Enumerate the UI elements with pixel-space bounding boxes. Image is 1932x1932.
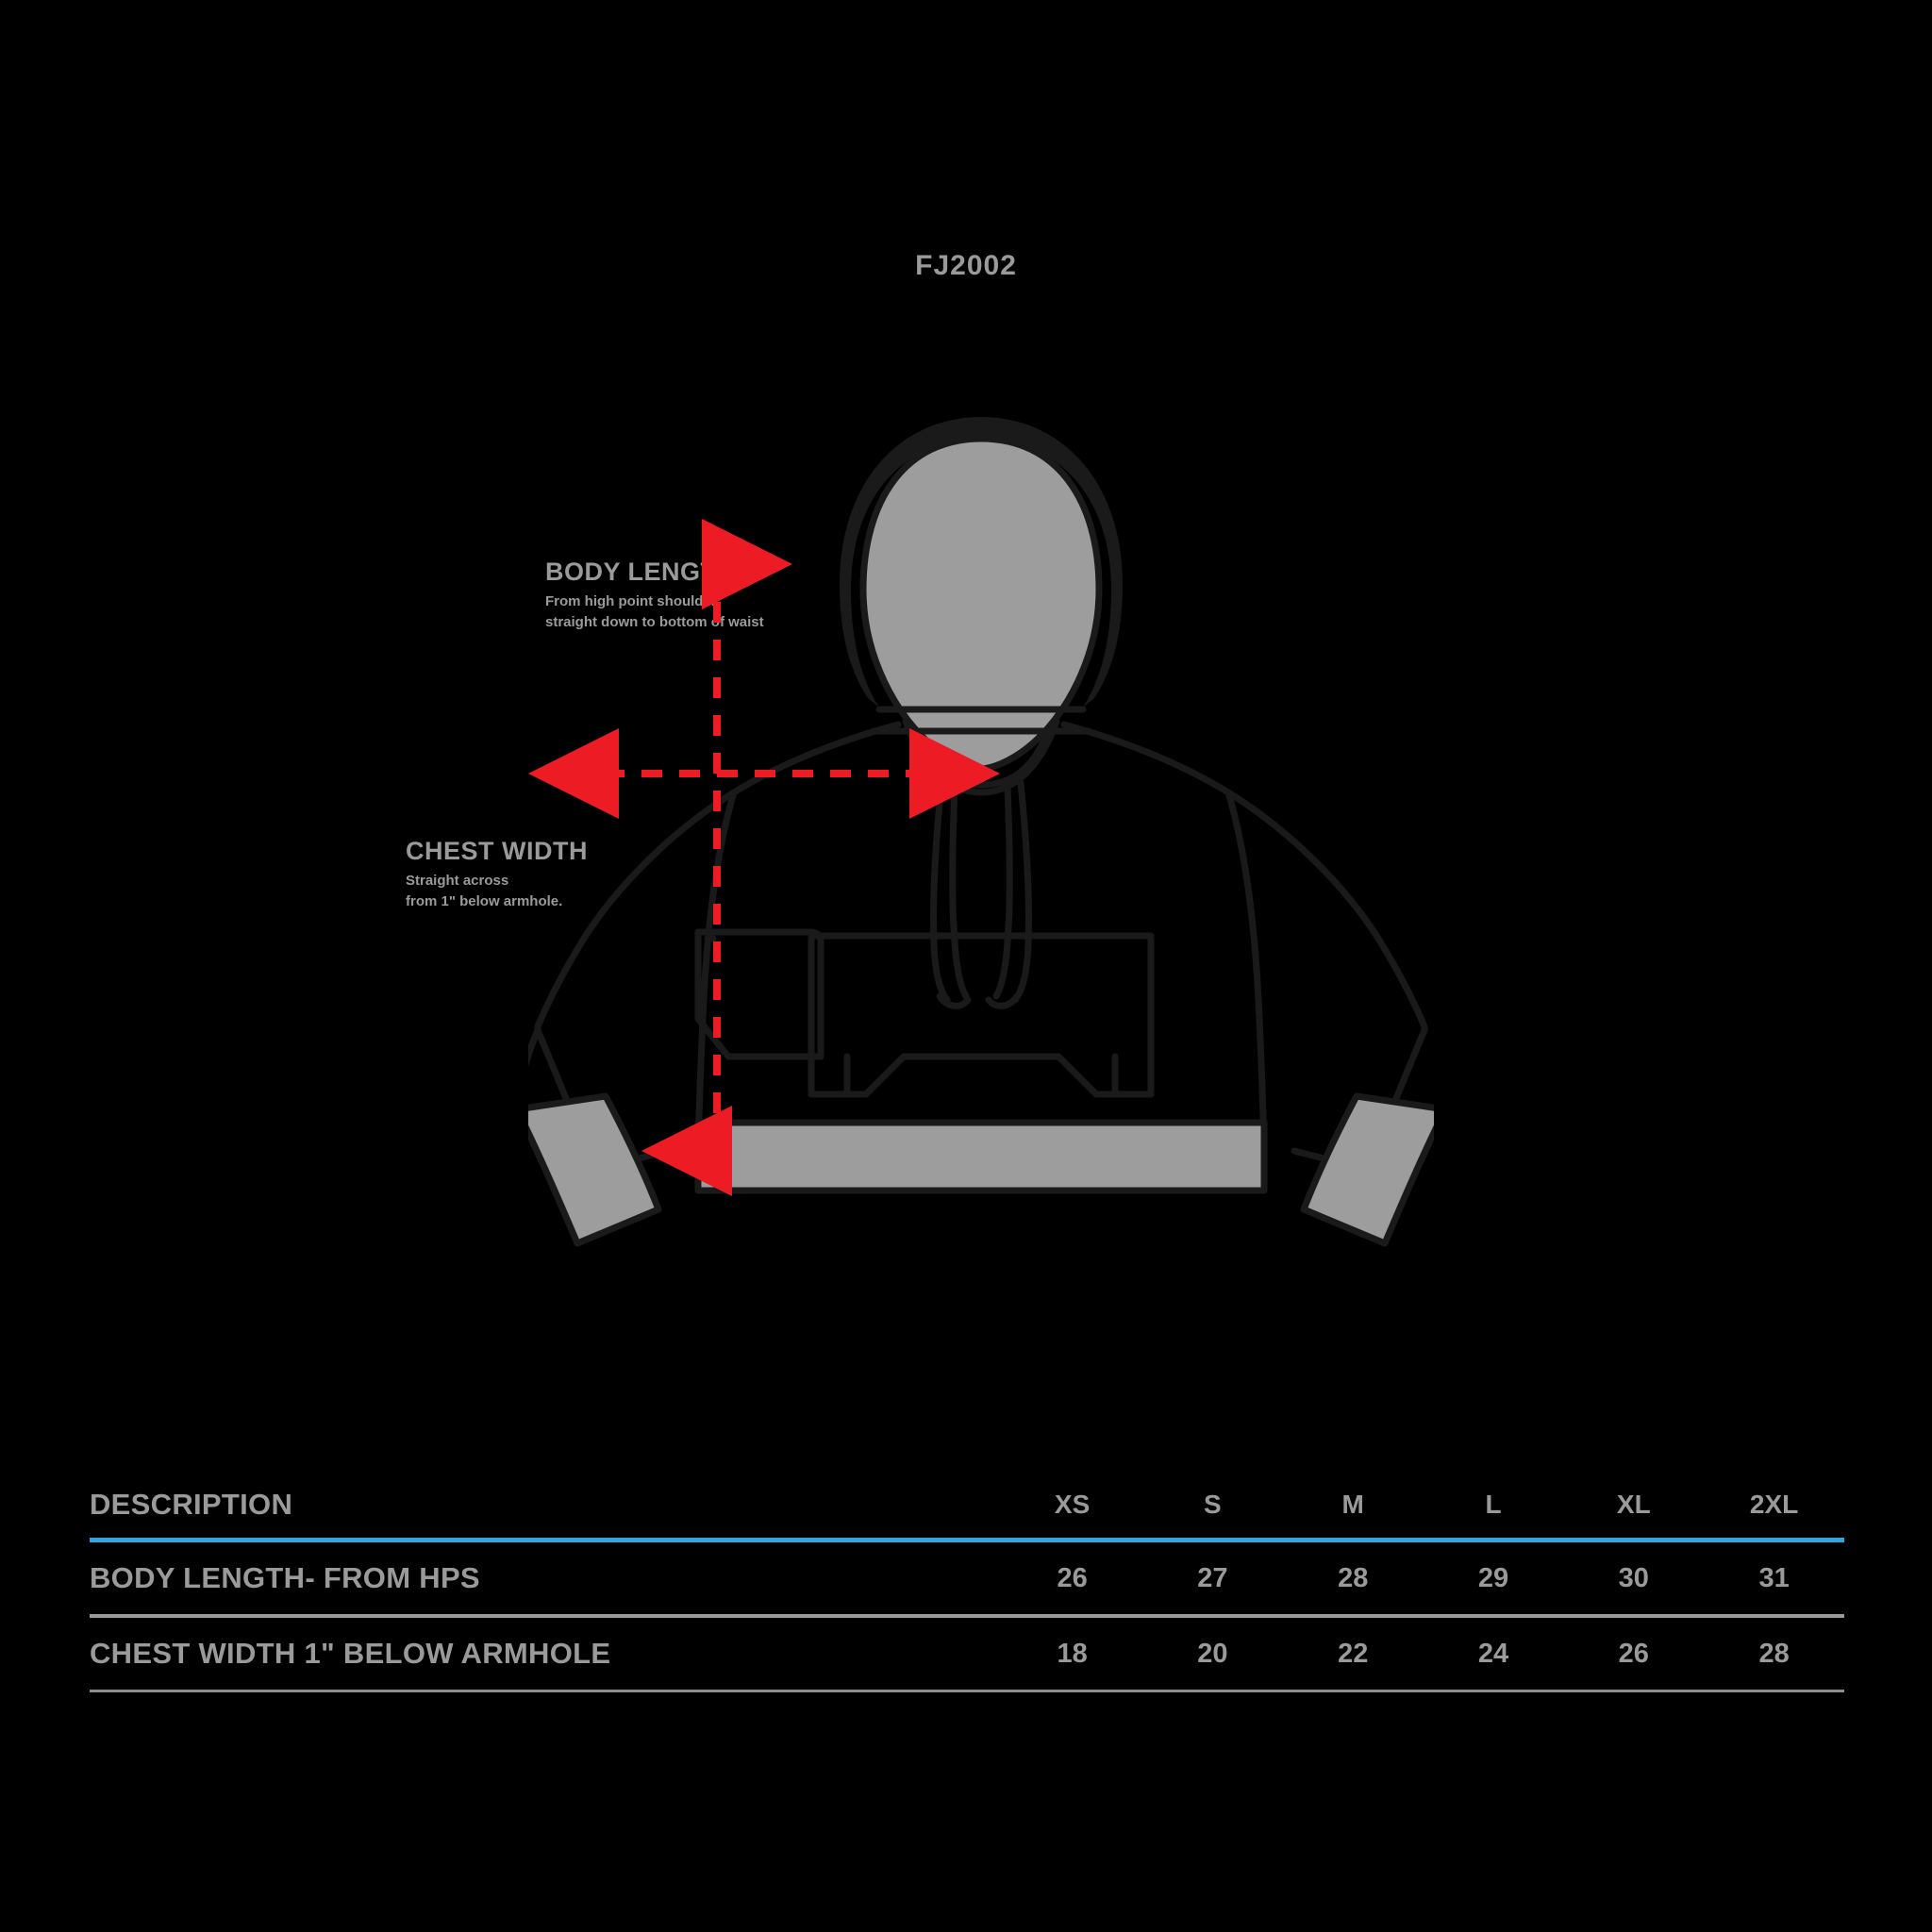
row-label-chest-width: CHEST WIDTH 1" BELOW ARMHOLE: [90, 1637, 611, 1670]
column-header-xs: XS: [1054, 1490, 1091, 1519]
header-divider-accent: [90, 1538, 1844, 1542]
body-length-l: 29: [1477, 1562, 1509, 1593]
row-label-body-length: BODY LENGTH- FROM HPS: [90, 1561, 480, 1594]
table-row: [90, 1542, 1844, 1614]
chest-width-xl: 26: [1618, 1638, 1649, 1669]
hoodie-illustration: [528, 396, 1434, 1340]
annotation-body-length-title: BODY LENGTH: [545, 558, 736, 586]
column-header-description: DESCRIPTION: [90, 1488, 293, 1521]
row-divider-1: [90, 1614, 1844, 1618]
annotation-body-length-sub1: From high point shoulder: [545, 592, 717, 609]
annotation-chest-width-title: CHEST WIDTH: [406, 837, 588, 865]
column-header-2xl: 2XL: [1749, 1490, 1799, 1519]
annotation-chest-width-sub1: Straight across: [406, 872, 509, 889]
body-length-s: 27: [1197, 1562, 1228, 1593]
size-table: [90, 1472, 1844, 1692]
column-header-s: S: [1204, 1490, 1222, 1519]
column-header-m: M: [1341, 1490, 1364, 1519]
chest-width-l: 24: [1477, 1638, 1509, 1669]
column-header-l: L: [1485, 1490, 1502, 1519]
annotation-body-length-sub2: straight down to bottom of waist: [545, 613, 764, 630]
body-length-xs: 26: [1057, 1562, 1088, 1593]
chest-width-m: 22: [1338, 1638, 1369, 1669]
column-header-xl: XL: [1616, 1490, 1651, 1519]
chest-width-s: 20: [1197, 1638, 1228, 1669]
body-length-m: 28: [1338, 1562, 1369, 1593]
annotation-chest-width-sub2: from 1" below armhole.: [406, 892, 563, 909]
row-divider-2: [90, 1690, 1844, 1692]
style-code: FJ2002: [915, 250, 1017, 281]
body-length-2xl: 31: [1758, 1562, 1790, 1593]
table-header-row: [90, 1472, 1844, 1538]
table-row: [90, 1618, 1844, 1690]
chest-width-xs: 18: [1057, 1638, 1088, 1669]
body-length-xl: 30: [1618, 1562, 1649, 1593]
chest-width-2xl: 28: [1758, 1638, 1790, 1669]
